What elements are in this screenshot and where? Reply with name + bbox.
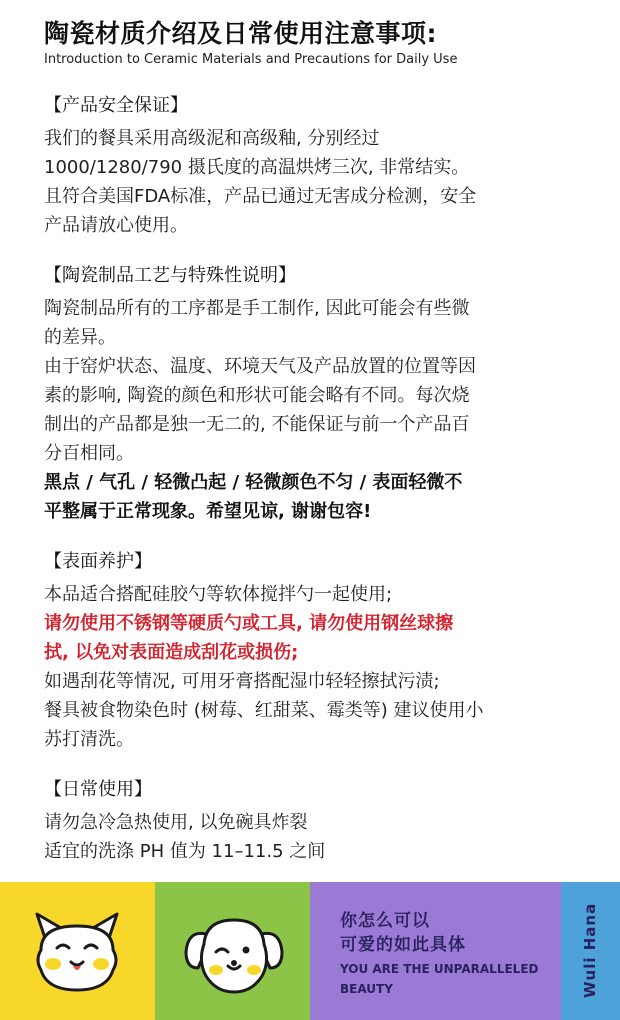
text-line: 素的影响, 陶瓷的颜色和形状可能会略有不同。每次烧 — [44, 385, 470, 406]
text-line: 制出的产品都是独一无二的, 不能保证与前一个产品百 — [44, 414, 470, 435]
section-daily-use — [44, 776, 604, 866]
section-heading: 【表面养护】 — [44, 551, 152, 572]
text-line: 且符合美国FDA标准，产品已通过无害成分检测，安全 — [44, 186, 477, 207]
text-line: 由于窑炉状态、温度、环境天气及产品放置的位置等因 — [44, 356, 476, 377]
text-line: 分百相同。 — [44, 443, 134, 464]
page-title: 陶瓷材质介绍及日常使用注意事项: — [44, 19, 437, 48]
section-surface-care — [44, 548, 604, 754]
text-line: 陶瓷制品所有的工序都是手工制作, 因此可能会有些微 — [44, 298, 470, 319]
footer-banner — [0, 882, 620, 1020]
bold-note-line: 平整属于正常现象。希望见谅, 谢谢包容! — [44, 501, 372, 522]
text-line: 本品适合搭配硅胶勺等软体搅拌勺一起使用; — [44, 584, 393, 605]
slogan-en-line: YOU ARE THE UNPARALLELED — [340, 962, 539, 976]
footer-panel-green — [155, 882, 310, 1020]
text-line: 苏打清洗。 — [44, 729, 134, 750]
text-line: 我们的餐具采用高级泥和高级釉, 分别经过 — [44, 128, 380, 149]
page-subtitle: Introduction to Ceramic Materials and Precautions for Daily Use — [44, 52, 458, 67]
section-craft — [44, 262, 604, 526]
brand-logo: Wuli Hana — [581, 902, 599, 998]
text-line: 1000/1280/790 摄氏度的高温烘烤三次, 非常结实。 — [44, 157, 470, 178]
section-safety — [44, 92, 604, 240]
slogan-cn-line: 你怎么可以 — [340, 911, 430, 931]
section-heading: 【陶瓷制品工艺与特殊性说明】 — [44, 265, 296, 286]
slogan-cn-line: 可爱的如此具体 — [340, 935, 466, 955]
footer-panel-yellow — [0, 882, 155, 1020]
slogan-en-line: BEAUTY — [340, 982, 393, 996]
text-line: 适宜的洗涤 PH 值为 11–11.5 之间 — [44, 841, 326, 862]
text-line: 的差异。 — [44, 327, 116, 348]
content — [44, 92, 604, 888]
warning-line: 请勿使用不锈钢等硬质勺或工具, 请勿使用钢丝球擦 — [44, 613, 454, 634]
text-line: 请勿急冷急热使用, 以免碗具炸裂 — [44, 812, 308, 833]
bold-note-line: 黑点 / 气孔 / 轻微凸起 / 轻微颜色不匀 / 表面轻微不 — [44, 472, 463, 493]
text-line: 如遇刮花等情况, 可用牙膏搭配湿巾轻轻擦拭污渍; — [44, 671, 440, 692]
text-line: 餐具被食物染色时 (树莓、红甜菜、霉类等) 建议使用小 — [44, 700, 484, 721]
cat-mascot-icon — [27, 908, 127, 1000]
section-heading: 【日常使用】 — [44, 779, 152, 800]
dog-mascot-icon — [182, 908, 286, 1000]
footer-panel-slogan — [310, 882, 561, 1020]
text-line: 产品请放心使用。 — [44, 215, 188, 236]
warning-line: 拭, 以免对表面造成刮花或损伤; — [44, 642, 299, 663]
footer-panel-brand — [561, 882, 620, 1020]
section-heading: 【产品安全保证】 — [44, 95, 188, 116]
